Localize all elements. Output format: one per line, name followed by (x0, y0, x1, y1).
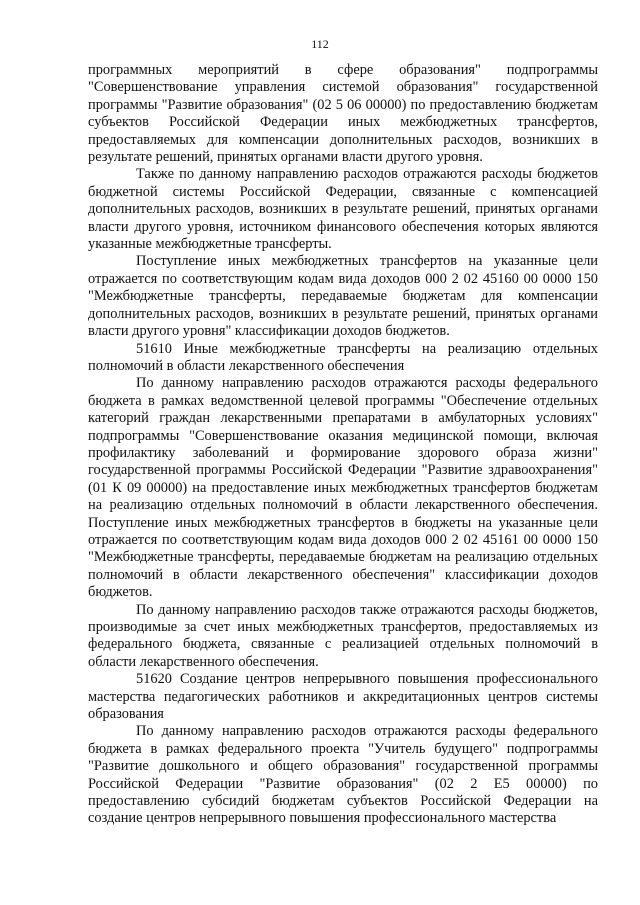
paragraph: Поступление иных межбюджетных трансфертов на указанные цели отражается по соответствующим кодам вида доходов 000 2 02 45160 00 0000 150 "Межбюджетные трансферты, передаваемые бюджетам для компенсации дополнительных расходов, возникших в результате решений, принятых органами власти другого уровня" классификации доходов бюджетов. (88, 253, 598, 340)
paragraph: По данному направлению расходов отражаются расходы федерального бюджета в рамках ведомственной целевой программы "Обеспечение отдельных категорий граждан лекарственными препаратами в амбулаторных условиях" подпрограммы "Совершенствование оказания медицинской помощи, включая профилактику заболеваний и формирование здорового образа жизни" государственной программы Российской Федерации "Развитие здравоохранения" (01 К 09 00000) на предоставление иных межбюджетных трансфертов бюджетам на реализацию отдельных полномочий в области лекарственного обеспечения. Поступление иных межбюджетных трансфертов в бюджеты на указанные цели отражается по соответствующим кодам вида доходов 000 2 02 45161 00 0000 150 "Межбюджетные трансферты, передаваемые бюджетам на реализацию отдельных полномочий в области лекарственного обеспечения" классификации доходов бюджетов. (88, 375, 598, 601)
document-body (88, 62, 598, 828)
section-heading-51620: 51620 Создание центров непрерывного повышения профессионального мастерства педагогических работников и аккредитационных центров системы образования (88, 671, 598, 723)
paragraph: По данному направлению расходов отражаются расходы федерального бюджета в рамках федерального проекта "Учитель будущего" подпрограммы "Развитие дошкольного и общего образования" государственной программы Российской Федерации "Развитие образования" (02 2 Е5 00000) по предоставлению субсидий бюджетам субъектов Российской Федерации на создание центров непрерывного повышения профессионального мастерства (88, 723, 598, 827)
section-heading-51610: 51610 Иные межбюджетные трансферты на реализацию отдельных полномочий в области лекарственного обеспечения (88, 340, 598, 374)
page-number: 112 (311, 37, 329, 51)
paragraph: По данному направлению расходов также отражаются расходы бюджетов, производимые за счет иных межбюджетных трансфертов, предоставляемых из федерального бюджета, связанные с реализацией отдельных полномочий в области лекарственного обеспечения. (88, 601, 598, 670)
paragraph-continuation: программных мероприятий в сфере образования" подпрограммы "Совершенствование управления системой образования" государственной программы "Развитие образования" (02 5 06 00000) по предоставлению бюджетам субъектов Российской Федерации иных межбюджетных трансфертов, предоставляемых для компенсации дополнительных расходов, возникших в результате решений, принятых органами власти другого уровня. (88, 62, 598, 166)
paragraph: Также по данному направлению расходов отражаются расходы бюджетов бюджетной системы Российской Федерации, связанные с компенсацией дополнительных расходов, возникших в результате решений, принятых органами власти другого уровня, источником финансового обеспечения которых являются указанные межбюджетные трансферты. (88, 166, 598, 253)
